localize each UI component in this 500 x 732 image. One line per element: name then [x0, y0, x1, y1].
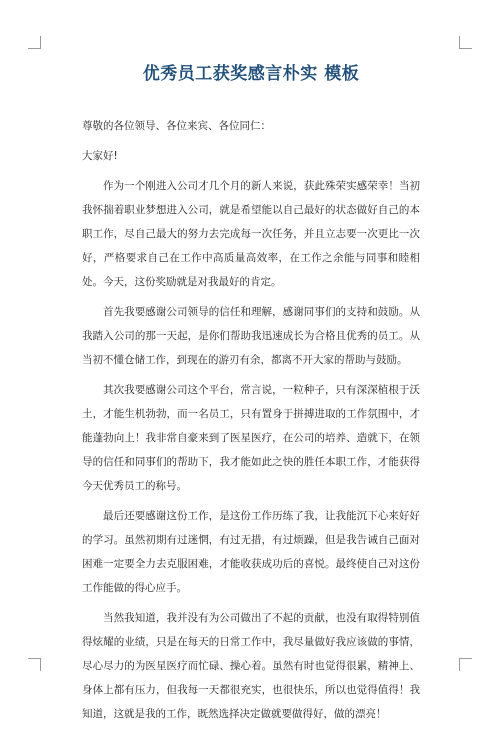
document-page — [82, 62, 420, 732]
page-corner-mark-bottom-right — [459, 658, 472, 671]
paragraph-1: 作为一个刚进入公司才几个月的新人来说，获此殊荣实感荣幸！当初我怀揣着职业梦想进入公司，就是希望能以自己最好的状态做好自己的本职工作，尽自己最大的努力去完成每一次任务，并且立志要一次更比一次好，严格要求自己在工作中高质量高效率，在工作之余能与同事和睦相处。今天，这份奖励就是对我最好的肯定。 — [82, 180, 420, 288]
page-corner-mark-bottom-left — [28, 658, 41, 671]
page-corner-mark-top-right — [459, 36, 472, 49]
paragraph-2: 首先我要感谢公司领导的信任和理解，感谢同事们的支持和鼓励。从我踏入公司的那一天起，是你们帮助我迅速成长为合格且优秀的员工。从当初不懂仓储工作，到现在的游刃有余，都离不开大家的帮助与鼓励。 — [82, 306, 420, 366]
page-corner-mark-top-left — [28, 36, 41, 49]
document-title: 优秀员工获奖感言朴实 模板 — [142, 64, 360, 84]
paragraph-3: 其次我要感谢公司这个平台，常言说，一粒种子，只有深深植根于沃土，才能生机勃勃，而一名员工，只有置身于拼搏进取的工作氛围中，才能蓬勃向上！我非常自豪来到了医星医疗，在公司的培养、造就下，在领导的信任和同事们的帮助下，我才能如此之快的胜任本职工作，才能获得今天优秀员工的称号。 — [82, 384, 420, 492]
salutation: 尊敬的各位领导、各位来宾、各位同仁： — [82, 120, 271, 132]
greeting: 大家好! — [82, 150, 118, 162]
paragraph-4: 最后还要感谢这份工作，是这份工作历练了我，让我能沉下心来好好的学习。虽然初期有过迷惘，有过无措，有过烦躁，但是我告诫自己面对困难一定要全力去克服困难，才能收获成功后的喜悦。最终使自己对这份工作能做的得心应手。 — [82, 510, 420, 594]
paragraph-5: 当然我知道，我并没有为公司做出了不起的贡献，也没有取得特别值得炫耀的业绩，只是在每天的日常工作中，我尽量做好我应该做的事情，尽心尽力的为医星医疗而忙碌、操心着。虽然有时也觉得很累，精神上、身体上都有压力，但我每一天都很充实，也很快乐，所以也觉得值得！我知道，这就是我的工作，既然选择决定做就要做得好，做的漂亮！ — [82, 612, 420, 720]
